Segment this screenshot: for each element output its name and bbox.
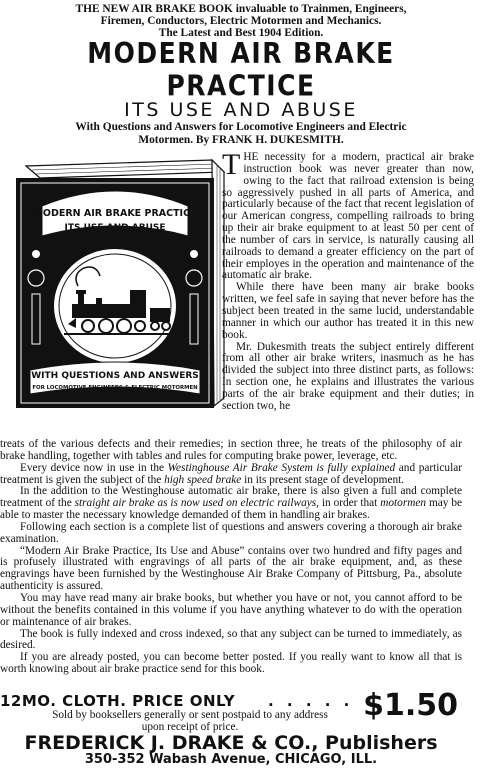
header-line: THE NEW AIR BRAKE BOOK invaluable to Trainmen, Engineers, <box>75 3 407 15</box>
cover-bottom-line1: WITH QUESTIONS AND ANSWERS <box>31 371 199 381</box>
publisher-name: FREDERICK J. DRAKE & CO., Publishers <box>24 732 438 754</box>
sold-by-note: Sold by booksellers generally or sent postpaid to any address upon receipt of price. <box>52 709 328 733</box>
wrapped-text-column <box>222 148 474 413</box>
paragraph-text: HE necessity for a modern, practical air brake instruction book was never greater than now, owing to the fact that railroad extension is being so aggressively pushed in all parts of America, and particularly because of the fact that recent legislation of our American congress, compelling railroads to bring up their air brake equipment to at least 50 per cent of the number of cars in service, is naturally causing all railroads to demand a greater efficiency on the part of their employes in the operation and maintenance of the automatic air brake. <box>222 151 474 282</box>
paragraph: Following each section is a complete list of questions and answers covering a thorough air brake examination. <box>0 520 462 545</box>
price-format: 12MO. CLOTH. PRICE ONLY <box>0 692 236 710</box>
book-cover-illustration <box>12 158 230 413</box>
header-line: Firemen, Conductors, Electric Motormen and Mechanics. <box>100 15 382 27</box>
header-block <box>10 3 472 39</box>
paragraph: The book is fully indexed and cross indexed, so that any subject can be turned to immediately, as desired. <box>0 627 462 652</box>
byline-line: Motormen. By FRANK H. DUKESMITH. <box>138 133 344 146</box>
byline <box>10 121 472 146</box>
paragraph: “Modern Air Brake Practice, Its Use and Abuse” contains over two hundred and fifty pages and is profusely illustrated with engravings of all parts of the air brake equipment, and, as these engravings have been furnished by the Westinghouse Air Brake Company of Pittsburg, Pa., absolute authenticity is assured. <box>0 544 462 593</box>
cover-title-line1: MODERN AIR BRAKE PRACTICE <box>33 208 197 219</box>
price-amount: $1.50 <box>363 688 458 723</box>
publisher-address: 350-352 Wabash Avenue, CHICAGO, ILL. <box>84 752 378 767</box>
price-dots: . . . . . <box>268 692 354 710</box>
paragraph: You may have read many air brake books, but whether you have or not, you cannot afford to be without the benefits contained in this volume if you have anything whatever to do with the operation or maintenance of air brakes. <box>0 591 462 628</box>
paragraph: Mr. Dukesmith treats the subject entirely different from all other air brake writers, inasmuch as he has divided the subject into three distinct parts, as follows: In section one, he explains and illustrates the various parts of the air brake equipment and their duties; in section two, he <box>222 340 474 412</box>
paragraph: treats of the various defects and their remedies; in section three, he treats of the philosophy of air brake handling, together with tables and rules for computing brake power, leverage, etc. <box>0 438 462 462</box>
full-width-text <box>0 439 462 676</box>
paragraph-intro <box>222 148 474 282</box>
header-line: The Latest and Best 1904 Edition. <box>158 27 324 39</box>
drop-cap: T <box>222 148 241 181</box>
cover-title-line2: ITS USE AND ABUSE <box>64 223 166 233</box>
book-title: MODERN AIR BRAKE PRACTICE <box>87 36 395 103</box>
paragraph: While there have been many air brake books written, we feel safe in saying that never before has the subject been treated in the same lucid, understandable manner in which our author has treated it in this new book. <box>222 281 474 341</box>
paragraph: In the addition to the Westinghouse automatic air brake, there is also given a full and complete treatment of the straight air brake as is now used on electric railways, in order that motormen may be able to master the necessary knowledge demanded of them in handling air brakes. <box>0 485 462 522</box>
cover-bottom-line2: FOR LOCOMOTIVE ENGINEERS & ELECTRIC MOTORMEN <box>32 385 198 391</box>
paragraph: If you are already posted, you can become better posted. If you really want to know all that is worth knowing about air brake practice send for this book. <box>0 651 462 676</box>
byline-line: With Questions and Answers for Locomotive Engineers and Electric <box>75 121 407 133</box>
paragraph: Every device now in use in the Westinghouse Air Brake System is fully explained and particular treatment is given the subject of the high speed brake in its present stage of development. <box>0 461 462 486</box>
book-subtitle: ITS USE AND ABUSE <box>124 99 358 121</box>
